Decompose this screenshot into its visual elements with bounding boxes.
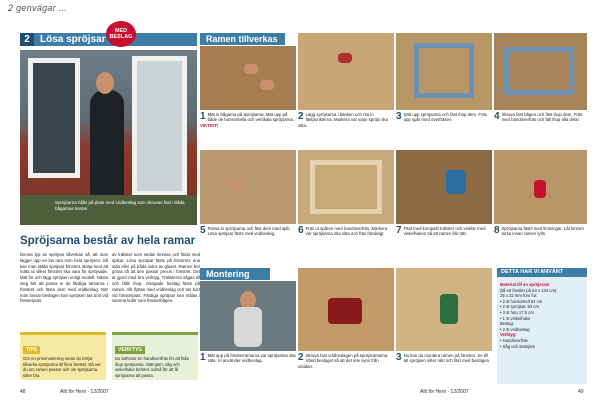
step-1-text [200, 112, 296, 128]
mount-step-1-text [200, 353, 296, 364]
material-item: Beslag: [500, 321, 514, 327]
step-2-number: 2 [298, 111, 304, 122]
person [90, 90, 124, 202]
step-7-text [396, 226, 492, 237]
tip-box [20, 332, 106, 380]
step-7-number: 7 [396, 225, 402, 236]
material-item: • 2 st horisontell 54 cm [500, 298, 543, 304]
material-item: • Såg och stämjärn [500, 343, 536, 349]
tools-label: VERKTYG [115, 346, 145, 354]
tools-text: Du behöver en handöverfräs för att fälla ihop spröjsarna. Stämjärn, såg och vinkelhake behövs också för att få spröjsarna att passa. [115, 356, 189, 378]
step-photo-7 [396, 150, 492, 224]
step-2-body: Lägg spröjsarna i bänken och rita in fästpunkterna. Markera var varje spröjs ska sitta. [298, 112, 388, 128]
step-3-text [396, 112, 492, 123]
tip-label: TIPS [23, 346, 40, 354]
step-photo-5 [200, 150, 296, 224]
tip-text: Gör en provmontering innan du börjar tillverka spröjsarna till flera fönster. Då ser du om ramen passar och om spröjsarna sitter bra. [23, 356, 101, 378]
step-5-number: 5 [200, 225, 206, 236]
step-5-body: Passa in spröjsarna och fäst dem med spik. Lösa spröjsar fästs med vridbeslag. [207, 226, 291, 237]
section-title-text: Lösa spröjsar [40, 34, 106, 45]
mount-photo-1 [200, 281, 296, 351]
material-item: • 2 st vridbeslag [500, 326, 530, 332]
material-item: • 3 st furu 17,5 cm [500, 309, 534, 315]
badge-line2: BESLAG [109, 34, 133, 40]
kicker: 2 genvägar ... [8, 3, 68, 13]
material-item: Verktyg: [500, 332, 517, 338]
step-photo-6 [298, 150, 394, 224]
step-photo-8 [494, 150, 587, 224]
folio-left: Allt för Hem · 12/2007 [60, 389, 109, 395]
step-7-body: Fäst med kompakt trälister och vinklar med vinkelhaken så att ramen blir rätt. [403, 226, 486, 237]
mount-step-3-body: Nu kan du montera ramen på fönstret. Se till att spröjsen sitter rakt och fäst med beslagen. [403, 353, 491, 364]
step-6-body: Fräs ut spåren med handöverfräs. Markera var spröjsarna ska sitta och fräs försiktigt. [305, 226, 388, 237]
page-number-right: 49 [578, 389, 584, 395]
step-8-text [494, 226, 587, 237]
step-8-number: 8 [494, 225, 500, 236]
hero-caption: Spröjsarna hålls på plats med vridbeslag som skruvas fast i båda bågarnas kanter. [55, 200, 185, 211]
step-4-number: 4 [494, 111, 500, 122]
step-2-text [298, 112, 394, 128]
tools-box [112, 332, 198, 380]
mount-photo-3 [396, 268, 492, 351]
step-1-number: 1 [200, 111, 206, 122]
step-6-text [298, 226, 394, 237]
material-item: 15 x 22 mm furu fur: [500, 293, 538, 299]
section-number: 2 [20, 33, 34, 46]
material-item: (till ett fönster på 54 x 134 cm): [500, 287, 558, 293]
article-col2: av trälister som sedan limmas och fästs med spikar. Lösa spröjsar fästs på fönstrets ena sida eller på båda sidor av glaset. Ramen bör göras så att den passar precis i fönstret. Det är gjord med bra verktyg. Trälisterna sågas till och fälls ihop. Gängade beslag fästs på ramen. Allt flyttas med vridbeslag och tas bort vid fönsterputs. Färdiga spröjsar kan målas i samma kulör som fönsterbågen. [112, 252, 200, 304]
step-6-number: 6 [298, 225, 304, 236]
step-4-body: Skruva fast bågen och fäst ihop dem. Fräs med handöverfräs och fäll ihop alla delar. [501, 112, 583, 123]
badge [106, 21, 136, 47]
mount-photo-2 [298, 268, 394, 351]
step-4-text [494, 112, 587, 123]
mount-step-1-number: 1 [200, 352, 206, 363]
step-photo-4 [494, 33, 587, 110]
step-3-body: Sätt upp spröjsarna och fäst ihop dem. Fräs upp spår med överfräsen. [403, 112, 487, 123]
article-col1: Denna typ av spröjsar tillverkas så, att man lägger upp en lös ram som hela spröjsen. Så kan man ställa spröjsar fönstret. Börja med att mäta ut vilket fönstret ska vara för spröjsade. Mät för och lägg spröjsen enligt modell. Nästa steg blir att passa in de färdiga ramarna i fönstret och fästa dem med vridbeslag. När man lossar beslagen kan spröjsen tas bort vid fönsterputs. [20, 252, 108, 304]
materials-heading: Material till en spröjsram [500, 282, 550, 287]
material-item: • 2 st spröjsar, 93 cm [500, 304, 539, 310]
materials-box [497, 268, 587, 384]
step-1-note: VIKTIGT! [200, 122, 219, 128]
step-1-body: Mät in bågarna på spröjsarna. Mät upp på både de horisontella och vertikala spröjsarna. [207, 112, 295, 123]
window-frame-right [132, 56, 187, 196]
mount-step-2-body: Skruva fast vridbeslagen på spröjsramarna. Vänd beslaget så att det inte syns från utsidan. [298, 353, 389, 369]
step-8-body: Spröjsarna fästs med limtvingar. Låt limmet torka innan ramen lyfts. [501, 226, 584, 237]
window-frame [28, 58, 80, 178]
step-5-text [200, 226, 296, 237]
step-photo-3 [396, 33, 492, 110]
badge-line1: MED [114, 28, 128, 34]
mount-step-1-body: Mät upp på fönsterramarna var spröjsarna ska sitta. Vi använder vridbeslag. [207, 353, 296, 364]
materials-title: DETTA HAR VI ANVÄNT [501, 269, 564, 275]
section-ramen: Ramen tillverkas [200, 33, 285, 45]
mount-step-3-number: 3 [396, 352, 402, 363]
hero-photo [20, 50, 197, 225]
mount-step-3-text [396, 353, 492, 364]
page-number-left: 48 [20, 389, 26, 395]
material-item: • Handöverfräs [500, 337, 528, 343]
step-photo-1 [200, 46, 296, 110]
mount-step-2-text [298, 353, 394, 369]
material-item: • 1 st vinkelhake [500, 315, 531, 321]
step-3-number: 3 [396, 111, 402, 122]
person-head [96, 72, 114, 94]
mount-step-2-number: 2 [298, 352, 304, 363]
folio-right: Allt för Hem · 12/2007 [420, 389, 469, 395]
article-title: Spröjsarna består av hela ramar [20, 235, 196, 247]
section-montering: Montering [200, 268, 270, 280]
step-photo-2 [298, 33, 394, 110]
